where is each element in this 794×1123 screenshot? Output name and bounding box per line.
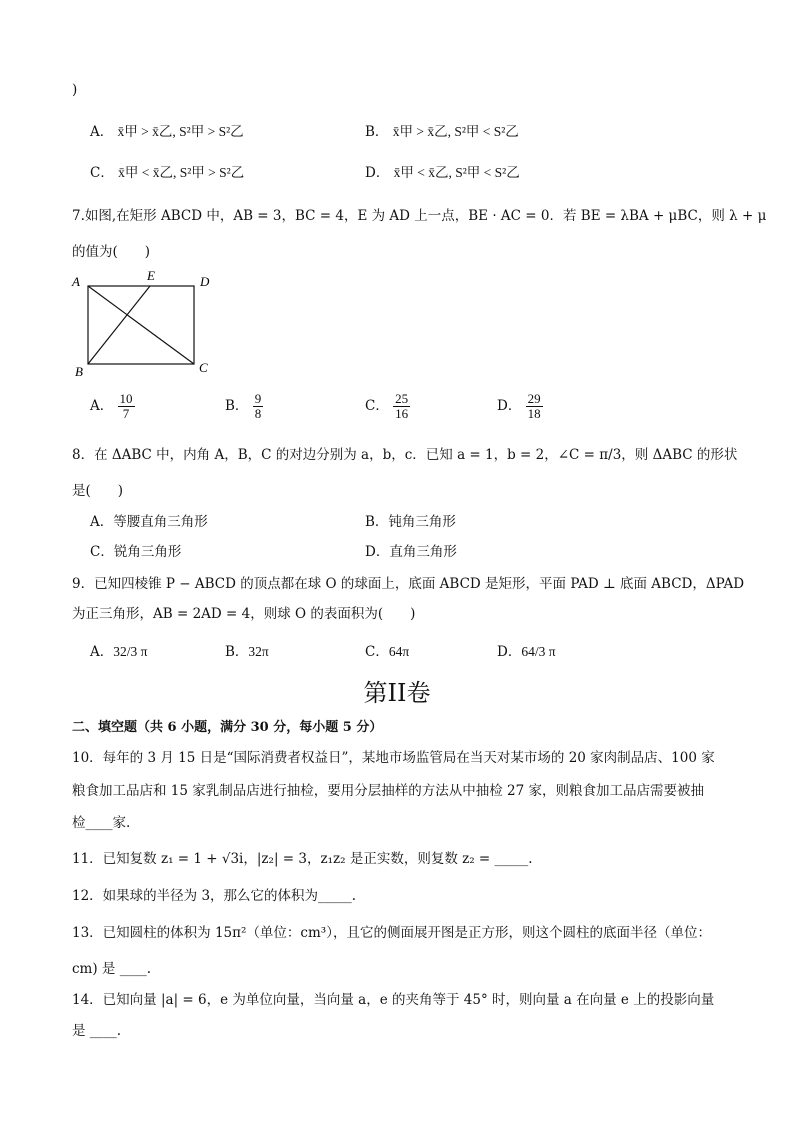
q14-line2: 是 ____.	[72, 1023, 122, 1039]
q9-option-a-text: 32/3 π	[113, 644, 148, 659]
label-b: B	[75, 364, 83, 379]
q6-option-d[interactable]	[365, 161, 520, 181]
q8-option-b-text: 钝角三角形	[388, 514, 456, 530]
q14-line1: 14．已知向量 |a| = 6，e 为单位向量，当向量 a，e 的夹角等于 45° 时，则向量 a 在向量 e 上的投影向量	[72, 992, 715, 1008]
q9-stem-line2: 为正三角形，AB = 2AD = 4，则球 O 的表面积为( )	[72, 606, 416, 622]
q7-d-den: 18	[527, 406, 541, 421]
q7-option-d-letter: D．	[497, 398, 522, 414]
q6-option-a-text: x̄甲 > x̄乙, S²甲 > S²乙	[117, 124, 244, 139]
q9-option-b[interactable]	[225, 640, 269, 660]
q6-option-c-letter: C．	[90, 165, 114, 181]
q7-stem-line2: 的值为( )	[72, 244, 151, 260]
q9-option-b-letter: B．	[225, 644, 249, 660]
q9-option-d[interactable]	[497, 640, 556, 660]
q7-option-a-fraction	[118, 392, 135, 421]
q7-option-a-letter: A．	[90, 398, 114, 414]
label-a: A	[72, 274, 80, 289]
label-c: C	[199, 360, 208, 375]
q9-option-a[interactable]	[90, 640, 147, 660]
label-e: E	[147, 268, 155, 283]
q9-option-a-letter: A．	[90, 644, 114, 660]
q9-option-d-letter: D．	[497, 644, 522, 660]
q6-option-a-letter: A．	[90, 124, 114, 140]
q7-option-d[interactable]	[497, 392, 543, 421]
q8-stem-line2: 是( )	[72, 483, 124, 499]
q8-option-a-text: 等腰直角三角形	[113, 514, 208, 530]
volume-title: 第II卷	[363, 679, 431, 707]
q6-tail: )	[72, 82, 78, 98]
q7-option-c-fraction	[393, 392, 410, 421]
q9-option-d-text: 64/3 π	[521, 644, 556, 659]
q8-option-a-letter: A．	[90, 514, 114, 530]
q6-option-b-letter: B．	[365, 124, 389, 140]
q7-option-a[interactable]	[90, 392, 135, 421]
q8-option-a[interactable]	[90, 510, 208, 530]
label-d: D	[200, 274, 210, 289]
q7-b-num: 9	[254, 391, 262, 406]
q10-line3: 检____家.	[72, 815, 131, 831]
q9-option-c-text: 64π	[388, 644, 410, 659]
q8-option-c[interactable]	[90, 540, 181, 560]
q7-d-num: 29	[527, 391, 541, 406]
q7-option-b[interactable]	[225, 392, 263, 421]
q6-option-b[interactable]	[365, 120, 519, 140]
q8-option-d-letter: D．	[365, 544, 390, 560]
rectangle-figure	[70, 268, 220, 383]
q7-option-c[interactable]	[365, 392, 410, 421]
q8-option-b-letter: B．	[365, 514, 389, 530]
q8-option-b[interactable]	[365, 510, 456, 530]
q6-option-d-letter: D．	[365, 165, 390, 181]
q7-b-den: 8	[254, 406, 262, 421]
q6-option-b-text: x̄甲 > x̄乙, S²甲 < S²乙	[392, 124, 519, 139]
q7-a-den: 7	[122, 406, 130, 421]
q6-option-c-text: x̄甲 < x̄乙, S²甲 > S²乙	[118, 165, 245, 180]
q6-option-a[interactable]	[90, 120, 244, 140]
q7-c-den: 16	[395, 406, 409, 421]
q7-option-b-fraction	[253, 392, 264, 421]
q7-stem-line1: 7.如图,在矩形 ABCD 中，AB = 3，BC = 4，E 为 AD 上一点，BE · AC = 0．若 BE = λBA + μBC，则 λ + μ	[72, 208, 767, 224]
q7-a-num: 10	[119, 391, 133, 406]
q7-option-c-letter: C．	[365, 398, 389, 414]
q9-stem-line1: 9．已知四棱锥 P − ABCD 的顶点都在球 O 的球面上，底面 ABCD 是矩形，平面 PAD ⊥ 底面 ABCD，ΔPAD	[72, 576, 745, 592]
q12-line: 12．如果球的半径为 3，那么它的体积为_____.	[72, 888, 357, 904]
q13-line1: 13．已知圆柱的体积为 15π²（单位：cm³），且它的侧面展开图是正方形，则这个圆柱的底面半径（单位：	[72, 925, 711, 941]
q8-option-d[interactable]	[365, 540, 457, 560]
section-heading: 二、填空题（共 6 小题，满分 30 分，每小题 5 分）	[72, 720, 383, 735]
q7-option-b-letter: B．	[225, 398, 249, 414]
q10-line2: 粮食加工品店和 15 家乳制品店进行抽检，要用分层抽样的方法从中抽检 27 家，则粮食加工品店需要被抽	[72, 783, 705, 799]
q9-option-c-letter: C．	[365, 644, 389, 660]
q9-option-b-text: 32π	[248, 644, 269, 659]
q8-option-c-letter: C．	[90, 544, 114, 560]
q8-option-d-text: 直角三角形	[389, 544, 457, 560]
q10-line1: 10．每年的 3 月 15 日是“国际消费者权益日”，某地市场监管局在当天对某市场的 20 家肉制品店、100 家	[72, 750, 715, 766]
q8-option-c-text: 锐角三角形	[113, 544, 182, 560]
q9-option-c[interactable]	[365, 640, 409, 660]
q7-option-d-fraction	[526, 392, 543, 421]
q8-stem-line1: 8．在 ΔABC 中，内角 A，B，C 的对边分别为 a，b，c．已知 a = 1，b = 2，∠C = π/3，则 ΔABC 的形状	[72, 447, 738, 463]
q6-option-d-text: x̄甲 < x̄乙, S²甲 < S²乙	[393, 165, 520, 180]
q13-line2: cm) 是 ____.	[72, 961, 152, 977]
q6-option-c[interactable]	[90, 161, 244, 181]
q7-c-num: 25	[395, 391, 409, 406]
q11-line: 11．已知复数 z₁ = 1 + √3i，|z₂| = 3，z₁z₂ 是正实数，则复数 z₂ = _____.	[72, 851, 533, 867]
